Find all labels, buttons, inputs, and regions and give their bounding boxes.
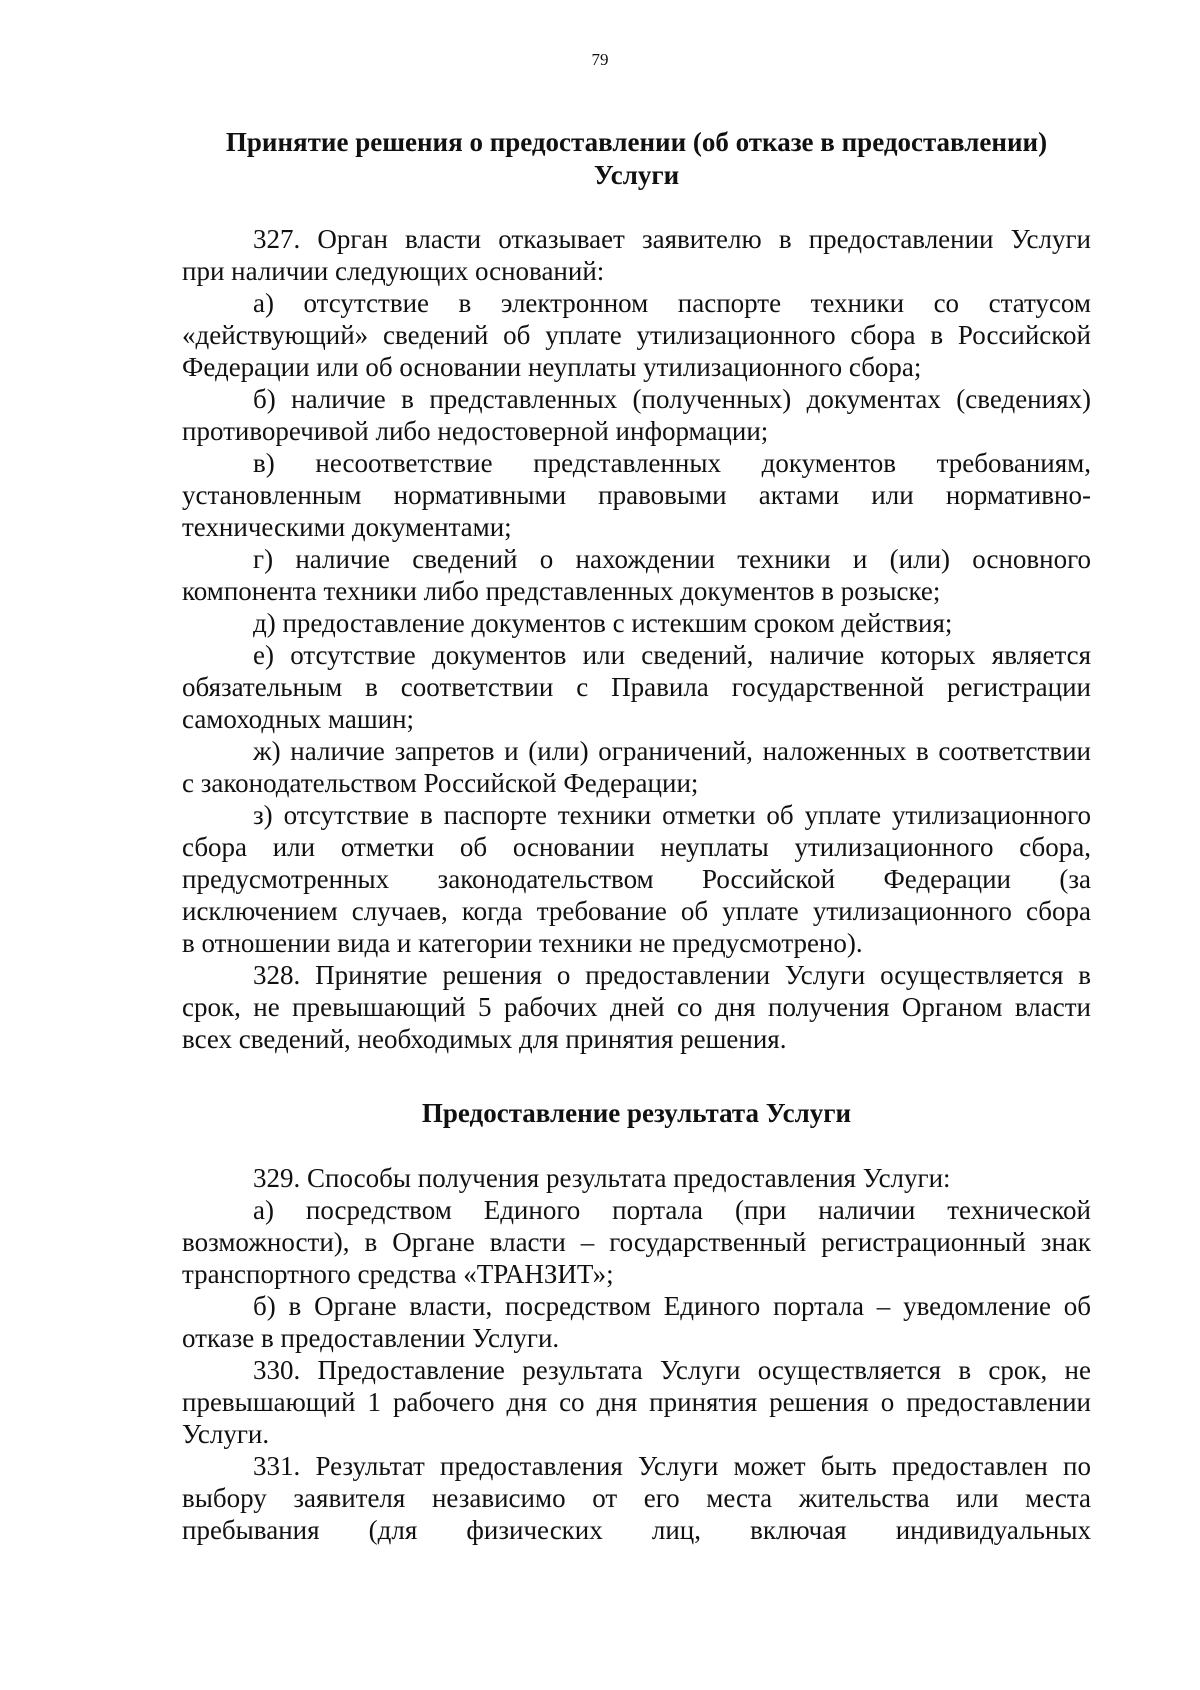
text-line: противоречивой либо недостоверной информации; [182, 416, 769, 446]
text-line: 331. Результат предоставления Услуги может быть предоставлен по [253, 1451, 1091, 1481]
text-line: в) несоответствие представленных документов требованиям, [253, 448, 1091, 478]
text-line: 328. Принятие решения о предоставлении Услуги осуществляется в [253, 960, 1091, 990]
text-line: транспортного средства «ТРАНЗИТ»; [182, 1259, 614, 1289]
text-line: возможности), в Органе власти – государственный регистрационный знак [182, 1227, 1091, 1257]
text-line: обязательным в соответствии с Правила государственной регистрации [182, 672, 1091, 702]
section-heading-result: Предоставление результата Услуги [421, 1098, 852, 1128]
text-line: исключением случаев, когда требование об уплате утилизационного сбора [182, 896, 1091, 926]
text-line: з) отсутствие в паспорте техники отметки об уплате утилизационного [253, 800, 1091, 830]
text-line: 327. Орган власти отказывает заявителю в предоставлении Услуги [253, 224, 1091, 254]
text-line: компонента техники либо представленных документов в розыске; [182, 576, 941, 606]
text-line: пребывания (для физических лиц, включая индивидуальных [182, 1515, 1091, 1545]
text-line: предусмотренных законодательством Российской Федерации (за [182, 864, 1091, 894]
page-number: 79 [591, 50, 609, 69]
section-body-result [182, 1162, 1091, 1546]
text-line: е) отсутствие документов или сведений, наличие которых является [253, 640, 1091, 670]
text-line: в отношении вида и категории техники не предусмотрено). [182, 928, 863, 958]
text-line: б) в Органе власти, посредством Единого портала – уведомление об [253, 1291, 1091, 1321]
text-line: 329. Способы получения результата предоставления Услуги: [253, 1163, 951, 1193]
text-line: а) посредством Единого портала (при наличии технической [253, 1195, 1091, 1225]
text-line: Услуги. [182, 1419, 270, 1449]
text-line: «действующий» сведений об уплате утилизационного сбора в Российской [182, 320, 1091, 350]
section-heading-decision [182, 126, 1091, 192]
text-line: установленным нормативными правовыми актами или нормативно- [182, 480, 1091, 510]
text-line: с законодательством Российской Федерации; [182, 768, 699, 798]
text-line: самоходных машин; [182, 704, 415, 734]
text-line: при наличии следующих оснований: [182, 256, 605, 286]
text-line: г) наличие сведений о нахождении техники и (или) основного [253, 544, 1091, 574]
text-line: выбору заявителя независимо от его места жительства или места [182, 1483, 1091, 1513]
text-line: превышающий 1 рабочего дня со дня принятия решения о предоставлении [182, 1387, 1091, 1417]
text-line: срок, не превышающий 5 рабочих дней со дня получения Органом власти [182, 992, 1091, 1022]
heading-line: Услуги [593, 160, 680, 190]
text-line: д) предоставление документов с истекшим сроком действия; [253, 608, 953, 638]
text-line: сбора или отметки об основании неуплаты утилизационного сбора, [182, 832, 1091, 862]
section-body-decision [182, 223, 1091, 1055]
text-line: ж) наличие запретов и (или) ограничений, наложенных в соответствии [253, 736, 1091, 766]
text-line: б) наличие в представленных (полученных) документах (сведениях) [253, 384, 1091, 414]
text-line: а) отсутствие в электронном паспорте техники со статусом [253, 288, 1091, 318]
text-line: отказе в предоставлении Услуги. [182, 1323, 560, 1353]
text-line: техническими документами; [182, 512, 512, 542]
text-line: 330. Предоставление результата Услуги осуществляется в срок, не [253, 1355, 1091, 1385]
heading-line: Принятие решения о предоставлении (об отказе в предоставлении) [225, 127, 1048, 157]
text-line: всех сведений, необходимых для принятия решения. [182, 1024, 787, 1054]
text-line: Федерации или об основании неуплаты утилизационного сбора; [182, 352, 922, 382]
